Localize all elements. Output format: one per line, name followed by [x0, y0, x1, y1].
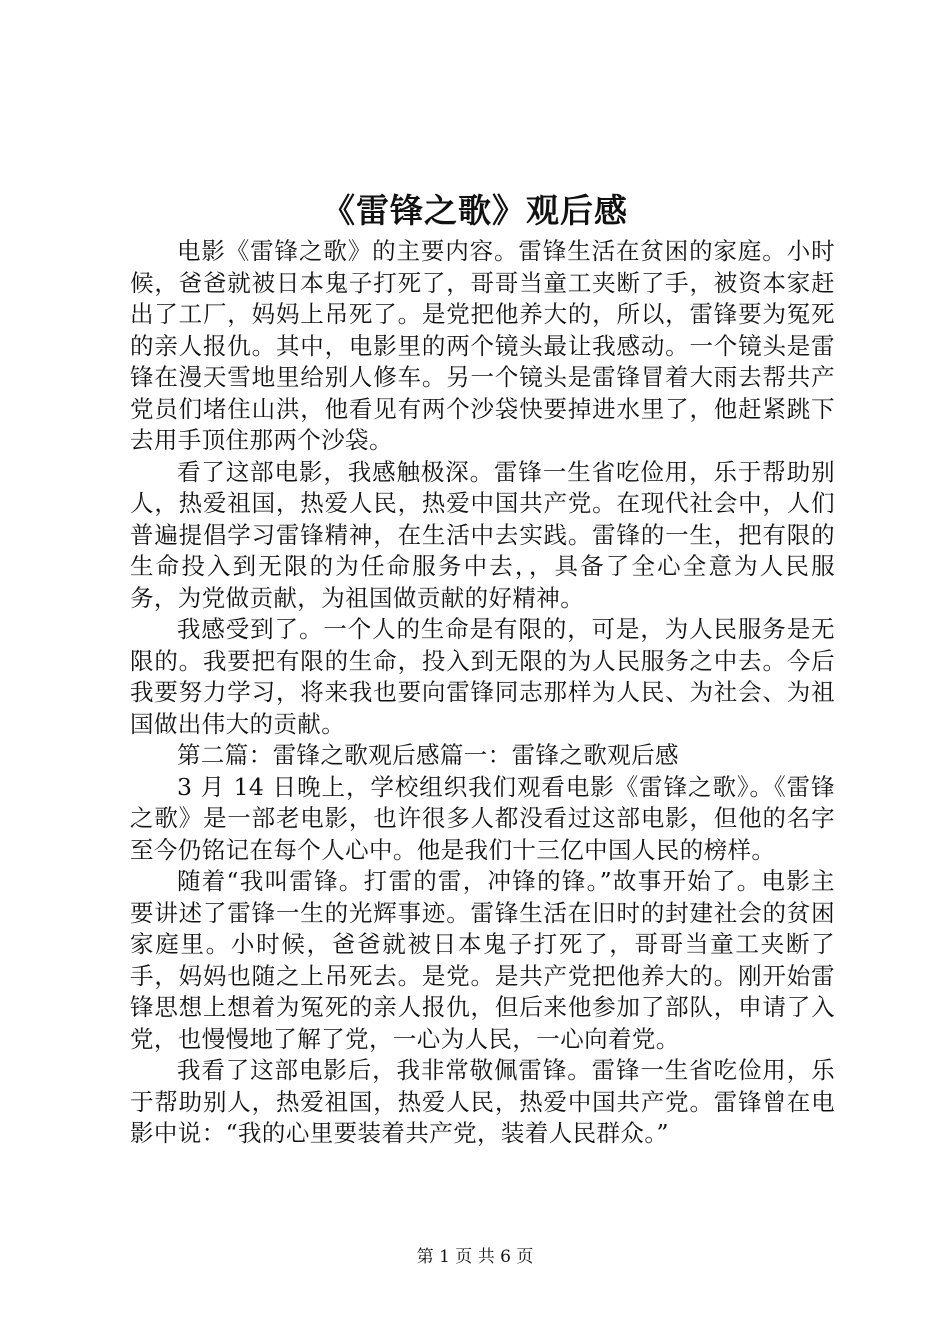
page-title: 《雷锋之歌》观后感 — [322, 191, 628, 230]
paragraph: 我看了这部电影后，我非常敬佩雷锋。雷锋一生省吃俭用，乐于帮助别人，热爱祖国，热爱人民，热爱中国共产党。雷锋曾在电影中说：“我的心里要装着共产党，装着人民群众。” — [130, 1056, 835, 1147]
paragraph: 3 月 14 日晚上，学校组织我们观看电影《雷锋之歌》。《雷锋之歌》是一部老电影，也许很多人都没看过这部电影，但他的名字至今仍铭记在每个人心中。他是我们十三亿中国人民的榜样。 — [130, 772, 835, 864]
document-body — [130, 236, 835, 1150]
page-number: 第 1 页 — [416, 1247, 473, 1267]
paragraph: 看了这部电影，我感触极深。雷锋一生省吃俭用，乐于帮助别人，热爱祖国，热爱人民，热爱中国共产党。在现代社会中，人们普遍提倡学习雷锋精神，在生活中去实践。雷锋的一生，把有限的生命投入到无限的为任命服务中去，，具备了全心全意为人民服务，为党做贡献，为祖国做贡献的好精神。 — [130, 457, 835, 612]
paragraph: 电影《雷锋之歌》的主要内容。雷锋生活在贫困的家庭。小时候，爸爸就被日本鬼子打死了，哥哥当童工夹断了手，被资本家赶出了工厂，妈妈上吊死了。是党把他养大的，所以，雷锋要为冤死的亲人报仇。其中，电影里的两个镜头最让我感动。一个镜头是雷锋在漫天雪地里给别人修车。另一个镜头是雷锋冒着大雨去帮共产党员们堵住山洪，他看见有两个沙袋快要掉进水里了，他赶紧跳下去用手顶住那两个沙袋。 — [130, 237, 835, 454]
paragraph: 我感受到了。一个人的生命是有限的，可是，为人民服务是无限的。我要把有限的生命，投入到无限的为人民服务之中去。今后我要努力学习，将来我也要向雷锋同志那样为人民、为社会、为祖国做出伟大的贡献。 — [130, 615, 835, 738]
paragraph: 随着“我叫雷锋。打雷的雷，冲锋的锋。”故事开始了。电影主要讲述了雷锋一生的光辉事迹。雷锋生活在旧时的封建社会的贫困家庭里。小时候，爸爸就被日本鬼子打死了，哥哥当童工夹断了手，妈妈也随之上吊死去。是党。是共产党把他养大的。刚开始雷锋思想上想着为冤死的亲人报仇，但后来他参加了部队，申请了入党，也慢慢地了解了党，一心为人民，一心向着党。 — [130, 867, 835, 1053]
page-total: 共 6 页 — [477, 1247, 534, 1267]
page-footer — [0, 1245, 950, 1269]
section-heading: 第二篇：雷锋之歌观后感篇一：雷锋之歌观后感 — [177, 741, 679, 769]
